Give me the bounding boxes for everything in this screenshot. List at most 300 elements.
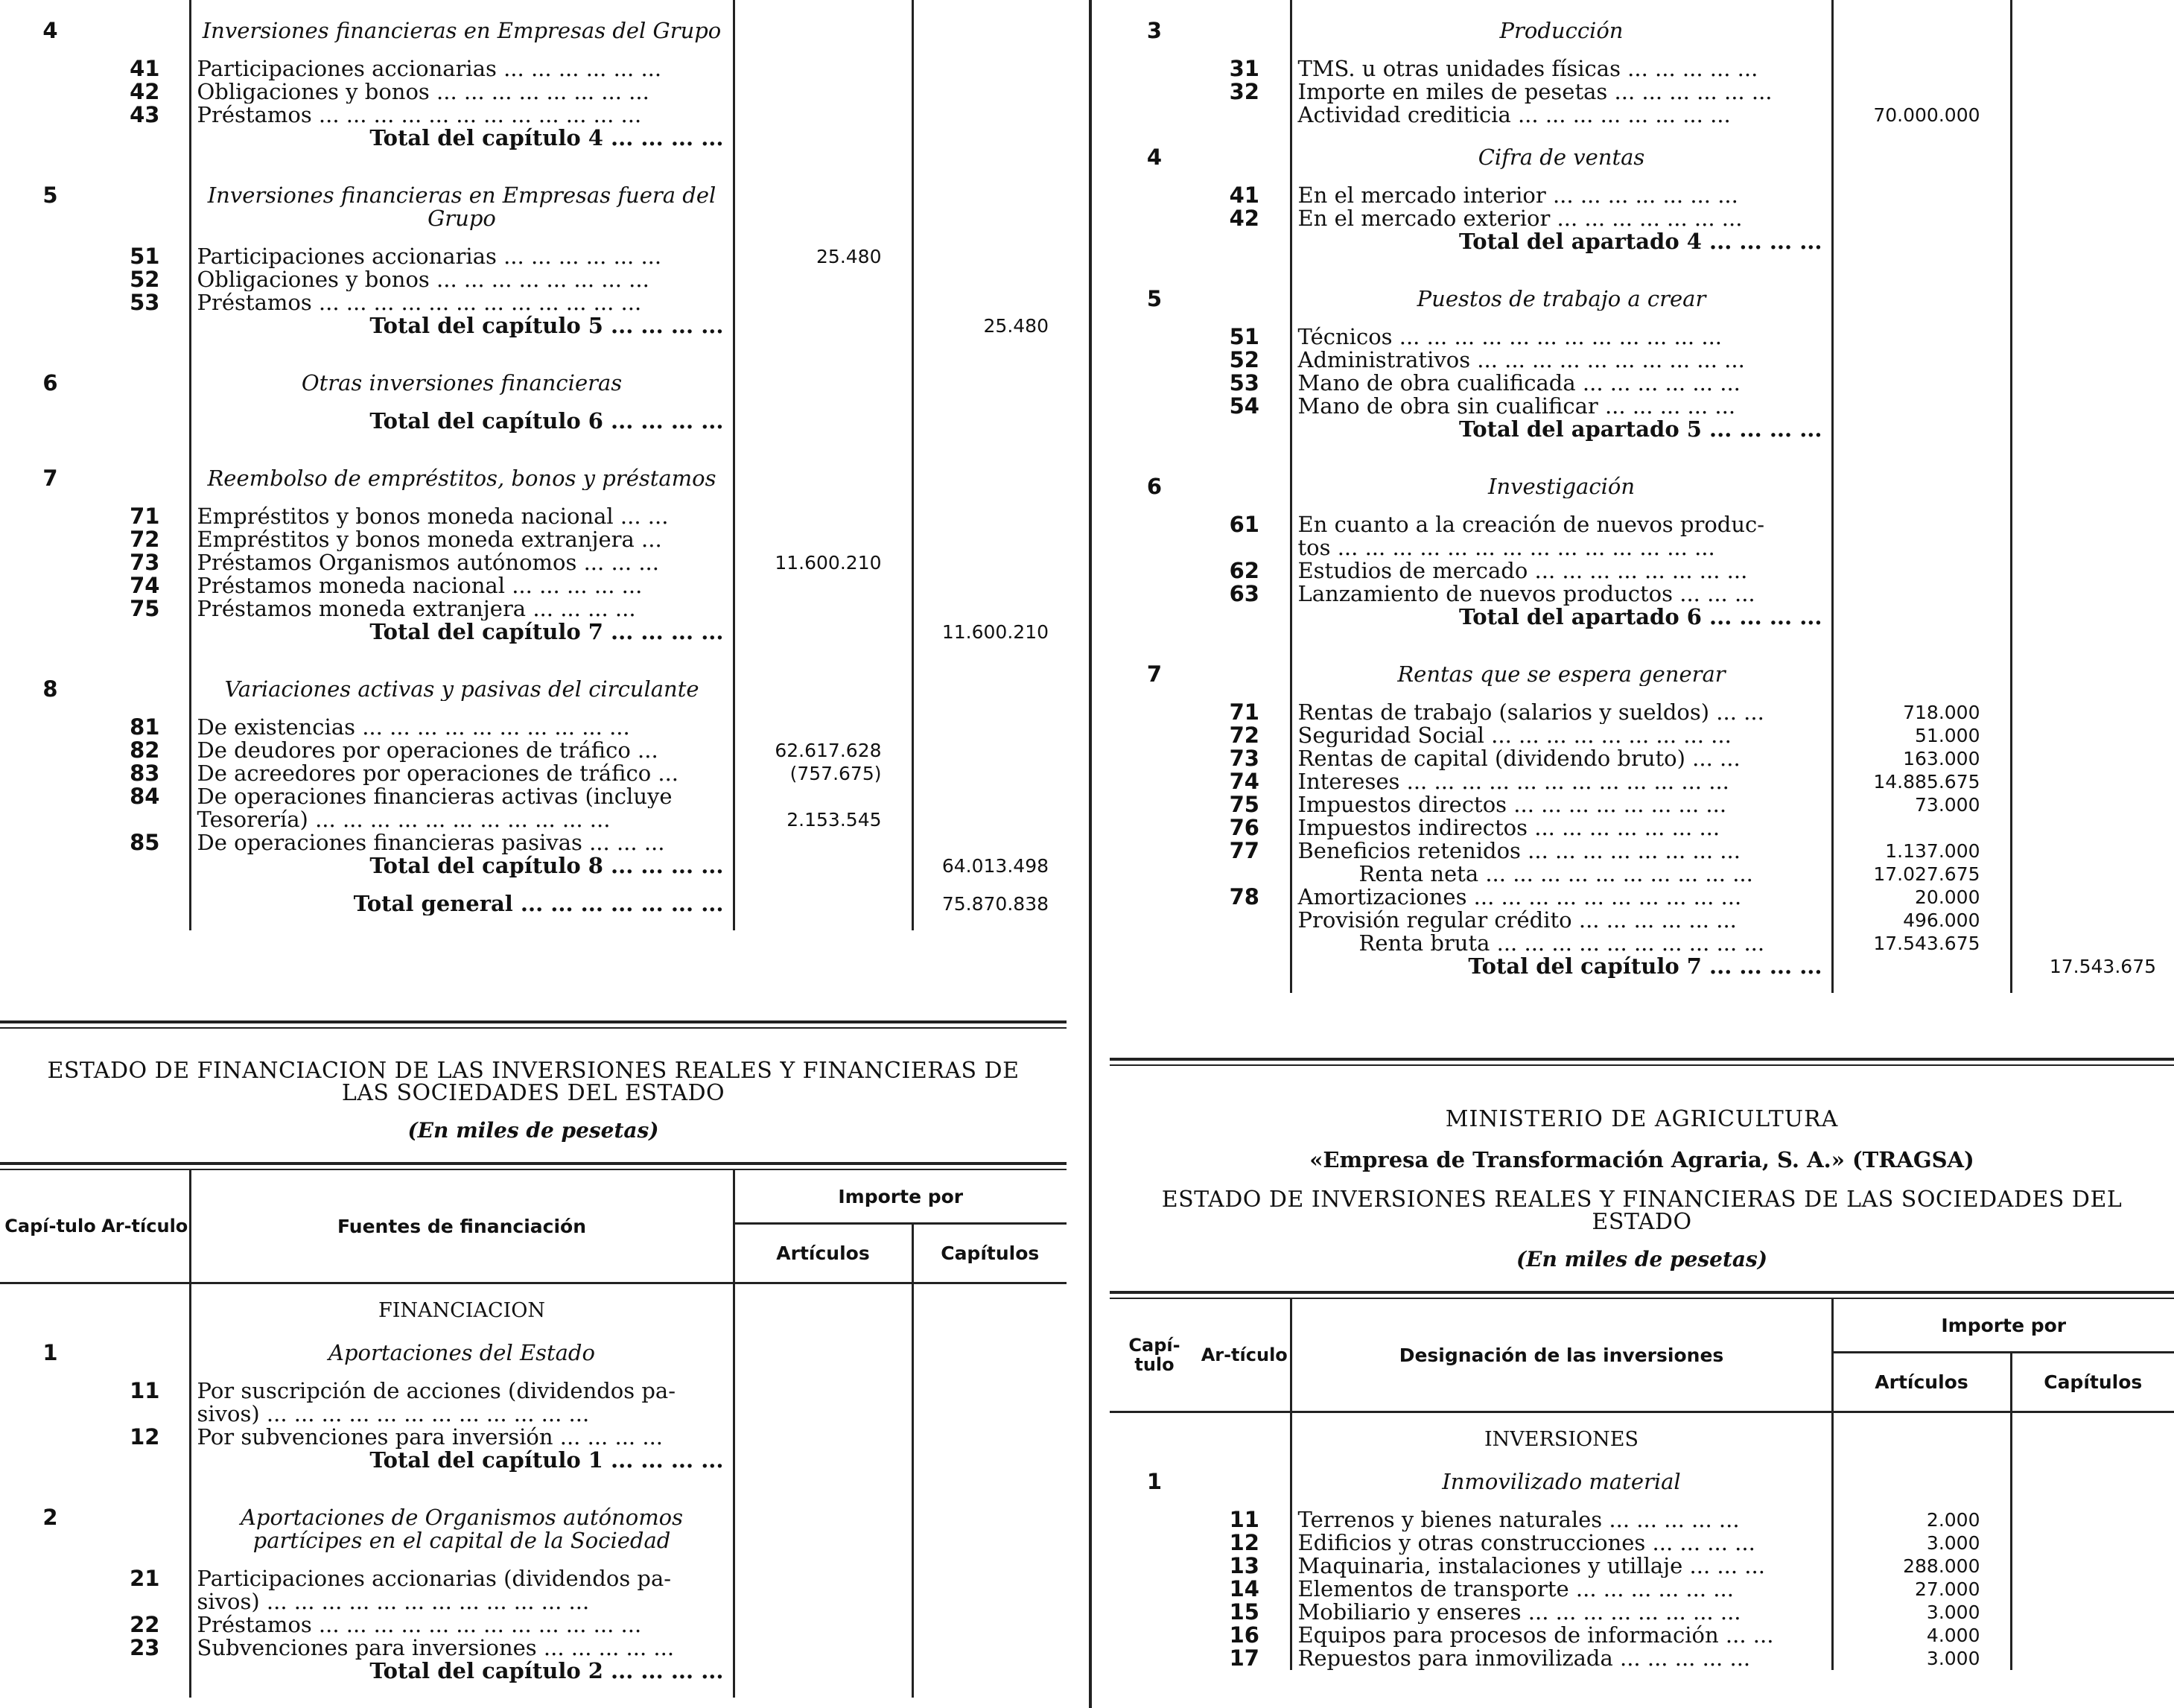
financing-heading: FINANCIACION [190,1299,734,1322]
financing-title: ESTADO DE FINANCIACION DE LAS INVERSIONES REALES Y FINANCIERAS DE LAS SOCIEDADES DEL ESTADO [47,1058,1020,1106]
total-row [0,1449,1067,1472]
capitulos-amount [912,528,1067,551]
capitulo-cell: 5 [42,184,58,208]
item-row [1110,1601,2174,1624]
section-title: Rentas que se espera generar [1291,663,1832,686]
articulo-cell [101,314,190,337]
item-row [0,831,1067,854]
articulos-amount [1832,19,2011,42]
item-label: Impuestos directos ... ... ... ... ... ... ... ... [1291,793,1832,816]
item-label: Préstamos ... ... ... ... ... ... ... ... ... ... ... ... [190,291,734,314]
articulos-amount: 27.000 [1915,1578,1980,1600]
capitulos-amount: 17.543.675 [2011,955,2174,978]
item-row [0,528,1067,551]
section-row [0,678,1067,701]
articulo-cell [101,1403,190,1426]
articulos-amount [734,57,912,80]
left-top-table [0,0,1067,930]
section-title: Cifra de ventas [1291,146,1832,169]
right-bottom-section [1110,1058,2174,1670]
capitulo-cell [0,808,101,831]
articulo-cell [1199,536,1291,559]
total-label: Total del capítulo 8 ... ... ... ... [190,854,734,877]
capitulos-amount [912,1613,1067,1636]
articulo-cell: 53 [130,291,160,314]
item-label: Edificios y otras construcciones ... ... ... ... [1291,1531,1832,1555]
total-label: Total del apartado 4 ... ... ... ... [1291,230,1832,253]
header-importe-por: Importe por [1832,1299,2174,1353]
articulos-amount [734,716,912,739]
item-label: Repuestos para inmovilizada ... ... ... ... ... [1291,1647,1832,1670]
articulos-amount [734,467,912,490]
item-row [0,80,1067,104]
capitulos-amount [2011,288,2174,311]
capitulo-cell: 6 [1146,475,1163,498]
capitulos-amount [912,505,1067,528]
capitulos-amount [2011,839,2174,863]
capitulos-amount [2011,536,2174,559]
articulos-amount: 718.000 [1903,702,1980,723]
capitulos-amount [912,1636,1067,1660]
section-title: Investigación [1291,475,1832,498]
capitulo-cell [1110,770,1199,793]
capitulo-cell [0,80,101,104]
item-row [1110,793,2174,816]
articulo-cell: 11 [130,1380,160,1403]
item-row [1110,701,2174,724]
capitulos-amount [912,551,1067,574]
capitulo-cell [1110,395,1199,418]
articulo-cell [1199,104,1291,127]
capitulo-cell [1110,80,1199,104]
item-row [1110,104,2174,127]
item-label: Seguridad Social ... ... ... ... ... ... ... ... ... [1291,724,1832,747]
item-row [0,1636,1067,1660]
articulos-amount [734,268,912,291]
articulo-cell [101,372,190,395]
capitulos-amount: 75.870.838 [912,892,1067,915]
capitulos-amount [2011,418,2174,441]
articulo-cell: 72 [130,528,160,551]
capitulo-cell [0,739,101,762]
section-row [1110,663,2174,686]
articulos-amount [734,1590,912,1613]
capitulo-cell [0,1636,101,1660]
item-row [0,1403,1067,1426]
item-row [0,505,1067,528]
capitulo-cell [0,1590,101,1613]
total-row [1110,955,2174,978]
item-row [0,1613,1067,1636]
header-capitulos: Capítulos [912,1224,1067,1283]
header-articulo: Ar-tículo [101,1216,188,1236]
capitulo-cell [1110,863,1199,886]
capitulos-amount [2011,1531,2174,1555]
capitulo-cell [1110,839,1199,863]
capitulos-amount [912,19,1067,42]
total-row [1110,606,2174,629]
articulo-cell: 14 [1229,1578,1259,1601]
articulos-amount [1832,536,2011,559]
item-label: Rentas de capital (dividendo bruto) ... ... [1291,747,1832,770]
capitulo-cell [1110,747,1199,770]
capitulos-amount [2011,886,2174,909]
articulo-cell: 62 [1229,559,1259,582]
header-capitulos: Capítulos [2011,1353,2174,1412]
articulo-cell: 78 [1229,886,1259,909]
capitulo-cell: 8 [42,678,58,701]
item-label: De acreedores por operaciones de tráfico ... [190,762,734,785]
capitulos-amount [2011,909,2174,932]
capitulo-cell [0,1567,101,1590]
item-row [1110,582,2174,606]
item-label: Elementos de transporte ... ... ... ... ... ... [1291,1578,1832,1601]
item-label: Préstamos moneda extranjera ... ... ... ... [190,597,734,620]
item-row [1110,863,2174,886]
capitulos-amount [2011,1470,2174,1493]
articulo-cell [101,854,190,877]
capitulos-amount [912,831,1067,854]
header-designacion: Designación de las inversiones [1291,1299,1832,1411]
total-row [0,620,1067,644]
item-label: Por suscripción de acciones (dividendos pa- [190,1380,734,1403]
articulo-cell [1199,932,1291,955]
capitulo-cell [0,831,101,854]
articulos-amount [734,892,912,915]
capitulo-cell: 7 [1146,663,1163,686]
capitulos-amount [912,678,1067,701]
capitulos-amount [2011,1647,2174,1670]
articulo-cell: 63 [1229,582,1259,606]
item-label: De existencias ... ... ... ... ... ... ... ... ... ... [190,716,734,739]
articulos-amount: 496.000 [1903,909,1980,931]
articulo-cell [101,1342,190,1365]
capitulo-cell [1110,184,1199,207]
item-label: Lanzamiento de nuevos productos ... ... ... [1291,582,1832,606]
capitulo-cell: 1 [42,1342,58,1365]
articulo-cell: 51 [130,245,160,268]
articulo-cell: 52 [130,268,160,291]
capitulos-amount [912,597,1067,620]
section-row [1110,288,2174,311]
section-row [0,467,1067,490]
capitulo-cell [0,505,101,528]
articulo-cell: 77 [1229,839,1259,863]
section-title: Inversiones financieras en Empresas del Grupo [190,19,734,42]
item-row [1110,513,2174,536]
item-label: sivos) ... ... ... ... ... ... ... ... ... ... ... ... [190,1590,734,1613]
right-column [1110,0,2174,1670]
capitulos-amount [2011,816,2174,839]
header-importe-por: Importe por [734,1170,1067,1224]
articulo-cell: 21 [130,1567,160,1590]
item-row [0,1380,1067,1403]
articulo-cell [101,127,190,150]
capitulo-cell [1110,372,1199,395]
capitulo-cell [0,716,101,739]
capitulo-cell [1110,582,1199,606]
item-row [0,551,1067,574]
capitulos-amount [2011,513,2174,536]
left-bottom-section [0,1020,1067,1698]
item-label: En el mercado interior ... ... ... ... ... ... ... [1291,184,1832,207]
item-row [1110,816,2174,839]
capitulo-cell: 5 [1146,288,1163,311]
articulo-cell: 12 [1229,1531,1259,1555]
capitulo-cell: 2 [42,1506,58,1530]
item-row [1110,770,2174,793]
capitulos-amount: 64.013.498 [912,854,1067,877]
item-label: Rentas de trabajo (salarios y sueldos) ... ... [1291,701,1832,724]
section-title: Aportaciones de Organismos autónomos partícipes en el capital de la Sociedad [190,1506,734,1552]
articulo-cell [1199,230,1291,253]
articulos-amount [734,1660,912,1683]
capitulos-amount [2011,184,2174,207]
item-row [0,785,1067,808]
item-row [1110,839,2174,863]
item-label: Administrativos ... ... ... ... ... ... ... ... ... ... [1291,349,1832,372]
articulos-amount [734,104,912,127]
articulos-amount [734,1426,912,1449]
total-row [0,314,1067,337]
articulo-cell [101,467,190,490]
capitulo-cell [0,1449,101,1472]
articulo-cell [101,1449,190,1472]
articulo-cell: 51 [1229,326,1259,349]
item-label: De deudores por operaciones de tráfico ... [190,739,734,762]
item-label: Por subvenciones para inversión ... ... ... ... [190,1426,734,1449]
articulo-cell [101,1590,190,1613]
capitulo-cell [0,291,101,314]
item-row [0,291,1067,314]
articulos-amount [1832,326,2011,349]
column-divider [1089,0,1092,1708]
articulo-cell: 42 [130,80,160,104]
capitulos-amount [2011,372,2174,395]
articulos-amount [734,1342,912,1365]
financing-header [0,1170,1067,1282]
articulo-cell [1199,418,1291,441]
total-label: Total del apartado 6 ... ... ... ... [1291,606,1832,629]
section-title: Reembolso de empréstitos, bonos y préstamos [190,467,734,490]
item-label: De operaciones financieras activas (incluye [190,785,734,808]
item-row [0,808,1067,831]
header-articulos: Artículos [776,1242,870,1264]
articulo-cell: 73 [130,551,160,574]
capitulo-cell [1110,1555,1199,1578]
articulos-amount [734,505,912,528]
articulos-amount: 70.000.000 [1873,104,1980,126]
capitulos-amount [912,1590,1067,1613]
capitulos-amount [912,127,1067,150]
capitulo-cell: 3 [1146,19,1163,42]
section-title: Producción [1291,19,1832,42]
articulos-amount: 3.000 [1926,1648,1980,1669]
capitulos-amount [2011,701,2174,724]
articulos-amount: 2.000 [1926,1509,1980,1531]
item-row [1110,1624,2174,1647]
capitulo-cell [0,245,101,268]
header-fuentes: Fuentes de financiación [190,1170,734,1282]
item-row [1110,1555,2174,1578]
item-label: Participaciones accionarias ... ... ... ... ... ... [190,245,734,268]
section-row [0,184,1067,230]
capitulos-amount [912,1380,1067,1403]
capitulo-cell: 6 [42,372,58,395]
capitulos-amount [2011,207,2174,230]
capitulo-cell [0,1613,101,1636]
articulos-amount [734,678,912,701]
articulos-amount: (757.675) [789,763,882,784]
articulo-cell: 32 [1229,80,1259,104]
capitulos-amount [912,291,1067,314]
capitulo-cell [1110,1578,1199,1601]
articulo-cell: 16 [1229,1624,1259,1647]
capitulos-amount [2011,1508,2174,1531]
articulo-cell: 22 [130,1613,160,1636]
articulos-amount [734,184,912,230]
articulo-cell: 15 [1229,1601,1259,1624]
item-row [0,1590,1067,1613]
articulos-amount [1832,606,2011,629]
articulos-amount: 3.000 [1926,1601,1980,1623]
articulos-amount [1832,80,2011,104]
capitulos-amount [2011,770,2174,793]
item-row [1110,909,2174,932]
capitulo-cell [0,574,101,597]
item-row [1110,349,2174,372]
company-name: «Empresa de Transformación Agraria, S. A.» (TRAGSA) [1309,1147,1974,1172]
articulos-amount: 14.885.675 [1873,771,1980,793]
total-label: Total general ... ... ... ... ... ... ... [190,892,734,915]
articulo-cell [101,1506,190,1552]
item-label: Maquinaria, instalaciones y utillaje ... ... ... [1291,1555,1832,1578]
capitulos-amount [912,245,1067,268]
item-label: Terrenos y bienes naturales ... ... ... ... ... [1291,1508,1832,1531]
articulo-cell: 61 [1229,513,1259,536]
capitulos-amount [912,467,1067,490]
articulo-cell: 81 [130,716,160,739]
item-row [1110,395,2174,418]
articulos-amount [1832,582,2011,606]
section-row [1110,475,2174,498]
articulos-amount: 51.000 [1915,725,1980,746]
double-rule [1110,1291,2174,1299]
item-row [0,739,1067,762]
capitulos-amount [912,1567,1067,1590]
item-label: Importe en miles de pesetas ... ... ... ... ... ... [1291,80,1832,104]
articulos-amount: 11.600.210 [775,552,882,574]
capitulos-amount [2011,1578,2174,1601]
section-title: Puestos de trabajo a crear [1291,288,1832,311]
investments-header [1110,1299,2174,1411]
investments-heading: INVERSIONES [1291,1428,1832,1451]
articulos-amount [734,1567,912,1590]
capitulos-amount [2011,932,2174,955]
investments-subtitle: (En miles de pesetas) [1516,1247,1768,1272]
articulos-amount [734,410,912,433]
capitulo-cell [1110,1601,1199,1624]
capitulo-cell [1110,326,1199,349]
item-row [1110,80,2174,104]
header-articulo: Ar-tículo [1201,1345,1288,1365]
item-row [1110,536,2174,559]
capitulo-cell [0,785,101,808]
total-label: Total del capítulo 6 ... ... ... ... [190,410,734,433]
item-label: Equipos para procesos de información ... ... [1291,1624,1832,1647]
item-label: Empréstitos y bonos moneda extranjera ... [190,528,734,551]
capitulo-cell [1110,418,1199,441]
articulo-cell: 82 [130,739,160,762]
capitulo-cell [0,1403,101,1426]
articulo-cell [1199,19,1291,42]
capitulo-cell [0,1380,101,1403]
item-label: Amortizaciones ... ... ... ... ... ... ... ... ... ... [1291,886,1832,909]
total-label: Total del capítulo 7 ... ... ... ... [190,620,734,644]
articulo-cell [101,410,190,433]
articulos-amount: 62.617.628 [775,740,882,761]
item-label: Participaciones accionarias ... ... ... ... ... ... [190,57,734,80]
item-row [1110,932,2174,955]
item-label: En el mercado exterior ... ... ... ... ... ... ... [1291,207,1832,230]
capitulos-amount [2011,395,2174,418]
item-label: Tesorería) ... ... ... ... ... ... ... ... ... ... ... [190,808,734,831]
articulo-cell [1199,955,1291,978]
articulos-amount: 17.543.675 [1873,933,1980,954]
item-row [1110,724,2174,747]
articulo-cell: 13 [1229,1555,1259,1578]
articulo-cell [101,1660,190,1683]
articulo-cell: 41 [130,57,160,80]
articulo-cell [1199,863,1291,886]
articulo-cell: 74 [1229,770,1259,793]
capitulos-amount [2011,1624,2174,1647]
capitulo-cell [1110,57,1199,80]
articulo-cell: 17 [1229,1647,1259,1670]
articulos-amount [734,1449,912,1472]
articulos-amount [734,80,912,104]
articulo-cell [101,808,190,831]
capitulo-cell [0,854,101,877]
articulos-amount [1832,288,2011,311]
capitulo-cell [0,762,101,785]
item-label: Obligaciones y bonos ... ... ... ... ... ... ... ... [190,268,734,291]
item-label: Renta bruta ... ... ... ... ... ... ... ... ... ... [1291,932,1832,955]
capitulos-amount [912,574,1067,597]
capitulo-cell: 1 [1146,1470,1163,1493]
capitulos-amount [912,739,1067,762]
item-row [1110,886,2174,909]
section-title: Inversiones financieras en Empresas fuera del Grupo [190,184,734,230]
capitulos-amount [2011,104,2174,127]
articulos-amount: 20.000 [1915,886,1980,908]
articulos-amount [734,574,912,597]
capitulos-amount [2011,724,2174,747]
double-rule [0,1020,1067,1029]
capitulos-amount [912,184,1067,230]
capitulos-amount [2011,80,2174,104]
articulos-amount: 288.000 [1903,1555,1980,1577]
total-row [0,1660,1067,1683]
articulo-cell: 85 [130,831,160,854]
right-top-table [1110,0,2174,993]
item-row [1110,559,2174,582]
item-row [1110,1578,2174,1601]
capitulos-amount [912,410,1067,433]
capitulo-cell [1110,932,1199,955]
capitulo-cell [1110,1531,1199,1555]
articulo-cell: 52 [1229,349,1259,372]
